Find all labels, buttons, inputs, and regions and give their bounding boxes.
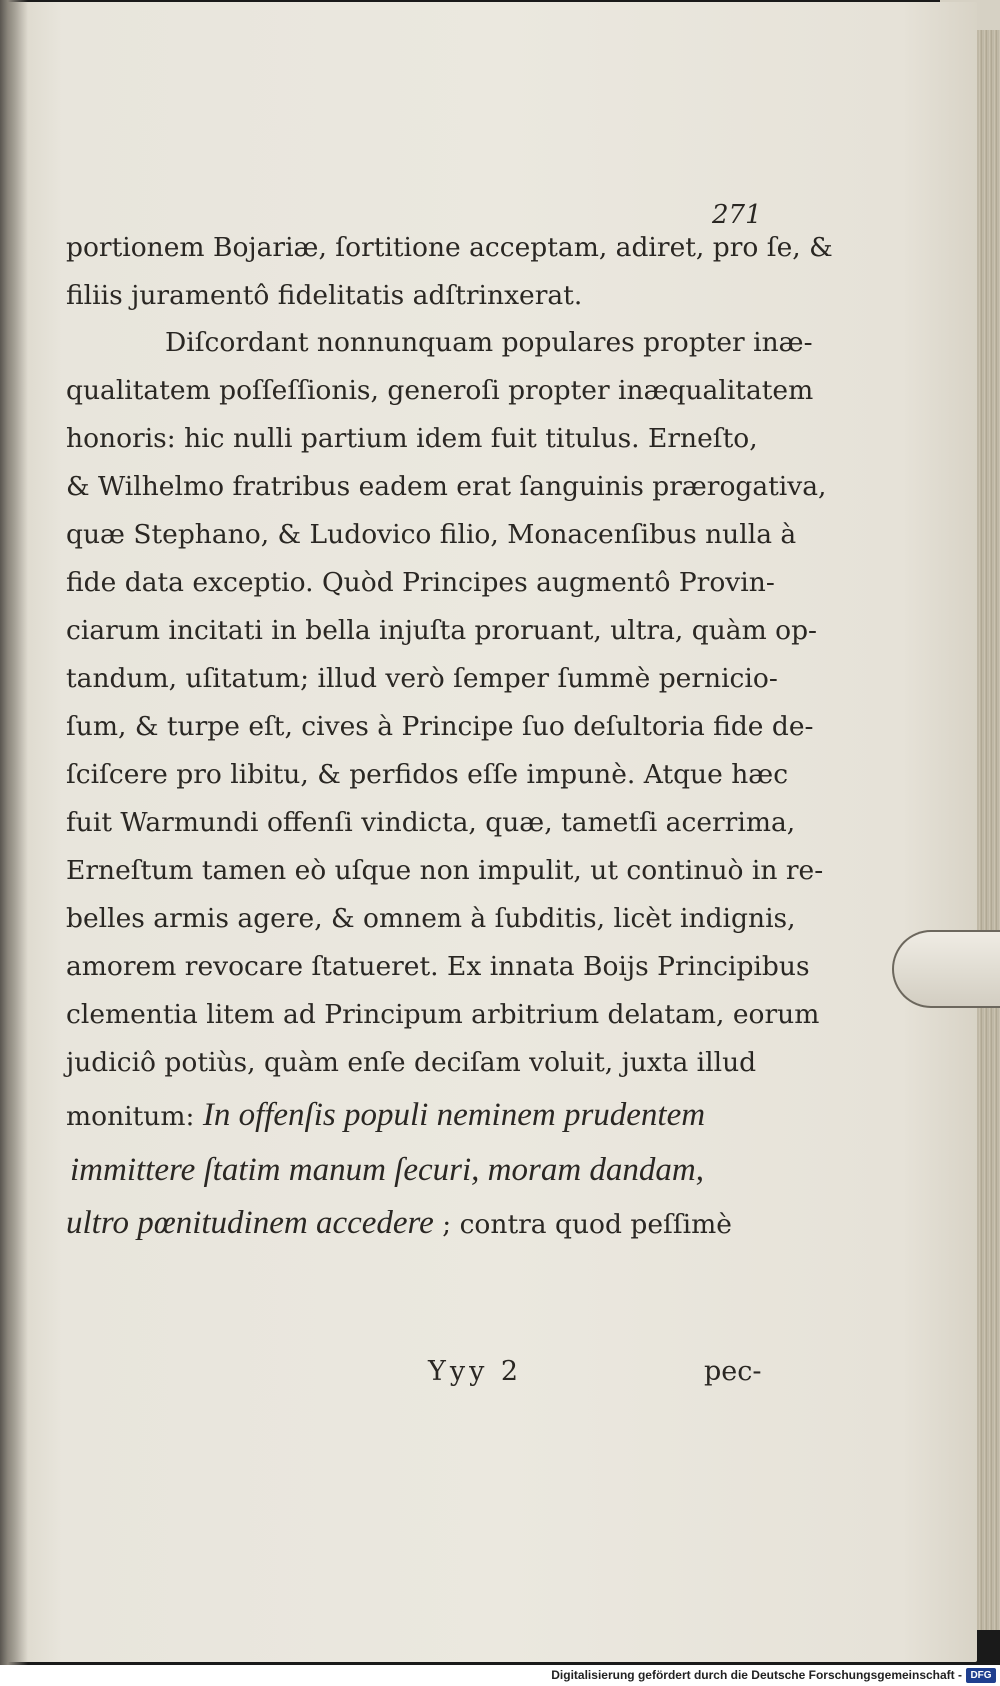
text-line: Diſcordant nonnunquam populares propter inæ- xyxy=(165,327,813,358)
footer-credit: Digitalisierung gefördert durch die Deutsche Forschungsgemeinschaft - xyxy=(551,1668,962,1682)
text-line: belles armis agere, & omnem à ſubditis, licèt indignis, xyxy=(66,903,796,934)
text-line-mixed xyxy=(66,1205,732,1242)
text-line: Erneſtum tamen eò uſque non impulit, ut continuò in re- xyxy=(66,855,824,886)
footer-bar xyxy=(0,1665,1000,1686)
roman-text: monitum: xyxy=(66,1101,203,1132)
text-line: filiis juramentô fidelitatis adſtrinxerat. xyxy=(66,280,583,311)
italic-text: ultro pœnitudinem accedere xyxy=(66,1205,434,1241)
text-line: ſciſcere pro libitu, & perfidos eſſe impunè. Atque hæc xyxy=(66,759,789,790)
bookmark-tab xyxy=(892,930,1000,1008)
text-line: honoris: hic nulli partium idem fuit titulus. Erneſto, xyxy=(66,423,758,454)
page-number: 271 xyxy=(712,200,762,230)
italic-text-line: immittere ſtatim manum ſecuri, moram dandam, xyxy=(70,1152,704,1188)
text-line: quæ Stephano, & Ludovico filio, Monacenſibus nulla à xyxy=(66,519,797,550)
text-line: judiciô potiùs, quàm enſe deciſam voluit, juxta illud xyxy=(66,1047,757,1078)
book-gutter-shadow xyxy=(0,0,28,1686)
text-line: amorem revocare ſtatueret. Ex innata Boijs Principibus xyxy=(66,951,810,982)
text-line: ciarum incitati in bella injuſta proruant, ultra, quàm op- xyxy=(66,615,817,646)
text-line: qualitatem poſſeſſionis, generoſi propter inæqualitatem xyxy=(66,375,814,406)
dfg-logo: DFG xyxy=(966,1668,996,1683)
text-line: & Wilhelmo fratribus eadem erat ſanguinis prærogativa, xyxy=(66,471,827,502)
text-line: fuit Warmundi offenſi vindicta, quæ, tametſi acerrima, xyxy=(66,807,796,838)
text-line: ſum, & turpe eſt, cives à Principe ſuo deſultoria fide de- xyxy=(66,711,814,742)
signature-mark: Yyy 2 xyxy=(428,1356,523,1387)
text-line-mixed xyxy=(66,1097,705,1134)
italic-text: In offenſis populi neminem prudentem xyxy=(202,1097,706,1133)
text-line: fide data exceptio. Quòd Principes augmentô Provin- xyxy=(66,567,775,598)
text-line: tandum, uſitatum; illud verò ſemper ſummè pernicio- xyxy=(66,663,778,694)
roman-text: ; contra quod peſſimè xyxy=(433,1209,732,1240)
text-line: clementia litem ad Principum arbitrium delatam, eorum xyxy=(66,999,820,1030)
catchword: pec- xyxy=(704,1356,762,1387)
text-line: portionem Bojariæ, ſortitione acceptam, adiret, pro ſe, & xyxy=(66,232,833,263)
